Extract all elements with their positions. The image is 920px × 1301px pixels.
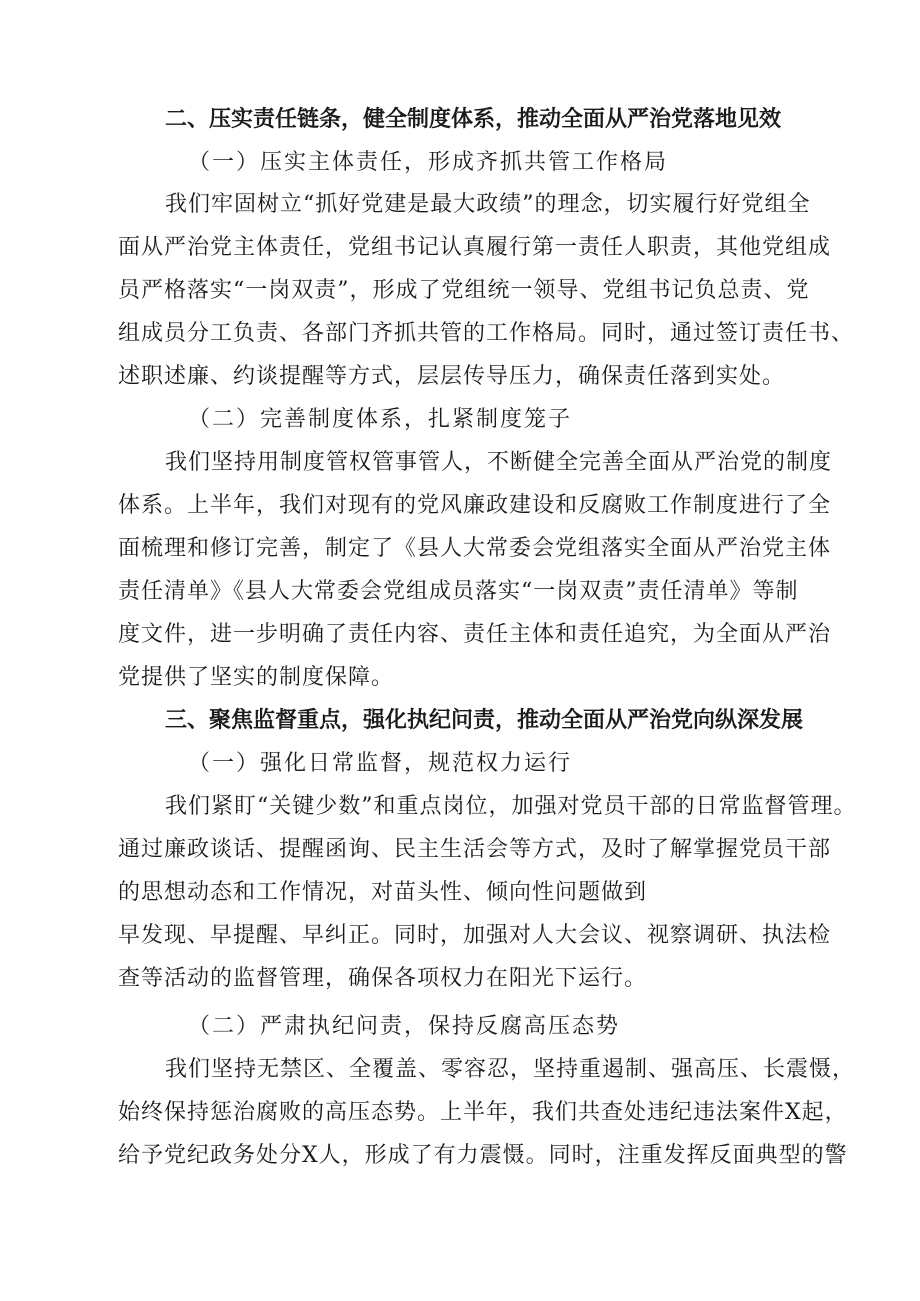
subsection-title: （二）严肃执纪问责，保持反腐高压态势	[188, 1014, 621, 1039]
paragraph-line: 责任清单》《县人大常委会党组成员落实“一岗双责”责任清单》等制	[118, 579, 799, 604]
paragraph-line: 我们紧盯“关键少数”和重点岗位，加强对党员干部的日常监督管理。	[165, 794, 857, 819]
paragraph-line: 我们坚持无禁区、全覆盖、零容忍，坚持重遏制、强高压、长震慑，	[165, 1057, 856, 1082]
subsection-title: （一）压实主体责任，形成齐抓共管工作格局	[188, 150, 669, 175]
paragraph-line: 始终保持惩治腐败的高压态势。上半年，我们共查处违纪违法案件X起，	[118, 1100, 848, 1125]
paragraph-line: 面梳理和修订完善，制定了《县人大常委会党组落实全面从严治党主体	[118, 536, 832, 561]
paragraph-line: 给予党纪政务处分X人，形成了有力震慑。同时，注重发挥反面典型的警	[118, 1143, 848, 1168]
paragraph-line: 面从严治党主体责任，党组书记认真履行第一责任人职责，其他党组成	[118, 235, 832, 260]
paragraph-line: 我们牢固树立“抓好党建是最大政绩”的理念，切实履行好党组全	[165, 192, 811, 217]
paragraph-line: 早发现、早提醒、早纠正。同时，加强对人大会议、视察调研、执法检	[118, 923, 832, 948]
section-heading: 二、压实责任链条，健全制度体系，推动全面从严治党落地见效	[165, 107, 782, 132]
paragraph-line: 的思想动态和工作情况，对苗头性、倾向性问题做到	[118, 880, 648, 905]
paragraph-line: 员严格落实“一岗双责”，形成了党组统一领导、党组书记负总责、党	[118, 278, 810, 303]
paragraph-line: 体系。上半年，我们对现有的党风廉政建设和反腐败工作制度进行了全	[118, 493, 832, 518]
paragraph-line: 查等活动的监督管理，确保各项权力在阳光下运行。	[118, 966, 648, 991]
subsection-title: （一）强化日常监督，规范权力运行	[188, 751, 573, 776]
paragraph-line: 通过廉政谈话、提醒函询、民主生活会等方式，及时了解掌握党员干部	[118, 837, 832, 862]
paragraph-line: 我们坚持用制度管权管事管人，不断健全完善全面从严治党的制度	[165, 450, 833, 475]
paragraph-line: 度文件，进一步明确了责任内容、责任主体和责任追究，为全面从严治	[118, 622, 832, 647]
paragraph-line: 组成员分工负责、各部门齐抓共管的工作格局。同时，通过签订责任书、	[118, 321, 855, 346]
section-heading: 三、聚焦监督重点，强化执纪问责，推动全面从严治党向纵深发展	[165, 708, 804, 733]
paragraph-line: 党提供了坚实的制度保障。	[118, 665, 395, 690]
paragraph-line: 述职述廉、约谈提醒等方式，层层传导压力，确保责任落到实处。	[118, 364, 786, 389]
subsection-title: （二）完善制度体系，扎紧制度笼子	[188, 407, 573, 432]
